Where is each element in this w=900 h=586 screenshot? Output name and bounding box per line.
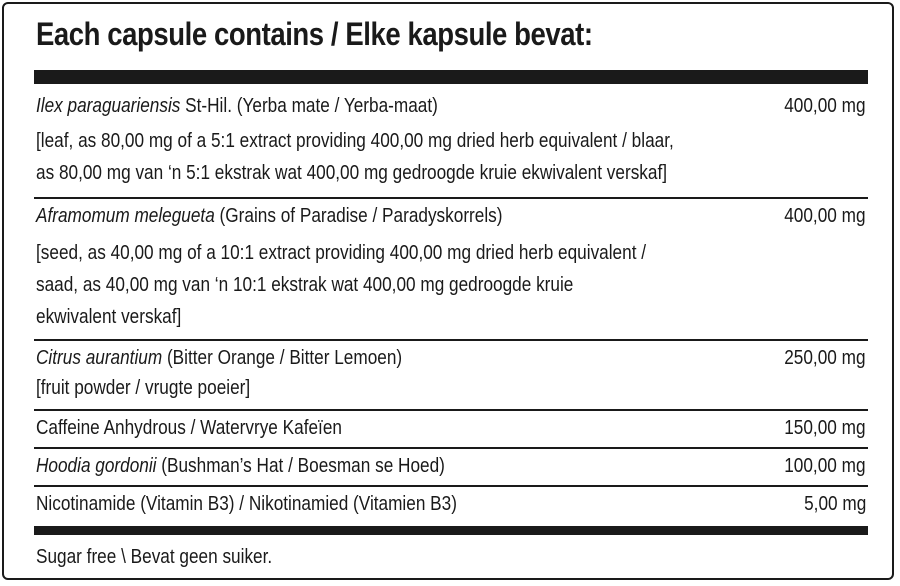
common-name: (Bushman’s Hat / Boesman se Hoed): [156, 455, 445, 477]
ingredient-note: [36, 302, 866, 332]
ingredient-row: [36, 201, 866, 231]
note-line: [seed, as 40,00 mg of a 10:1 extract providing 400,00 mg dried herb equivalent /: [36, 242, 647, 264]
common-name: (Bitter Orange / Bitter Lemoen): [162, 347, 403, 369]
supplement-facts-panel: [2, 2, 894, 580]
note-line: [fruit powder / vrugte poeier]: [36, 377, 251, 399]
note-line: as 80,00 mg van ‘n 5:1 ekstrak wat 400,00 mg gedroogde kruie ekwivalent verskaf]: [36, 162, 668, 184]
scientific-name: Citrus aurantium: [36, 347, 163, 369]
ingredient-name: [36, 91, 750, 121]
ingredient-row: [36, 489, 866, 519]
row-divider: [34, 197, 868, 199]
ingredient-note: [36, 238, 866, 268]
ingredient-amount: 250,00 mg: [784, 347, 866, 369]
ingredient-row: [36, 343, 866, 373]
note-line: ekwivalent verskaf]: [36, 306, 182, 328]
scientific-name: Hoodia gordonii: [36, 455, 157, 477]
ingredient-name: Caffeine Anhydrous / Watervrye Kafeïen: [36, 417, 342, 439]
row-divider: [34, 447, 868, 449]
ingredient-amount: 400,00 mg: [784, 95, 866, 117]
ingredient-note: [36, 126, 866, 156]
note-line: [leaf, as 80,00 mg of a 5:1 extract providing 400,00 mg dried herb equivalent / blaar,: [36, 130, 674, 152]
ingredient-name: [36, 343, 750, 373]
ingredient-amount: 100,00 mg: [784, 455, 866, 477]
ingredient-name: [36, 201, 750, 231]
ingredient-row: [36, 91, 866, 121]
ingredient-amount: 400,00 mg: [784, 205, 866, 227]
sugar-free-statement: Sugar free \ Bevat geen suiker.: [36, 546, 273, 568]
footer-note: [36, 542, 311, 572]
row-divider: [34, 339, 868, 341]
ingredient-name: [36, 451, 750, 481]
ingredient-note: [36, 373, 866, 403]
ingredient-row: [36, 451, 866, 481]
ingredient-amount: 5,00 mg: [803, 493, 866, 515]
bottom-thick-divider: [34, 526, 868, 535]
scientific-name: Ilex paraguariensis: [36, 95, 181, 117]
ingredient-note: [36, 270, 866, 300]
ingredient-name: Nicotinamide (Vitamin B3) / Nikotinamied (Vitamien B3): [36, 493, 457, 515]
ingredient-row: [36, 413, 866, 443]
common-name: (Grains of Paradise / Paradyskorrels): [214, 205, 503, 227]
ingredient-amount: 150,00 mg: [784, 417, 866, 439]
panel-title: Each capsule contains / Elke kapsule bevat:: [36, 16, 593, 52]
top-thick-divider: [34, 70, 868, 84]
row-divider: [34, 409, 868, 411]
common-name: St-Hil. (Yerba mate / Yerba-maat): [180, 95, 438, 117]
note-line: saad, as 40,00 mg van ‘n 10:1 ekstrak wat 400,00 mg gedroogde kruie: [36, 274, 574, 296]
scientific-name: Aframomum melegueta: [36, 205, 215, 227]
ingredient-note: [36, 158, 866, 188]
row-divider: [34, 485, 868, 487]
